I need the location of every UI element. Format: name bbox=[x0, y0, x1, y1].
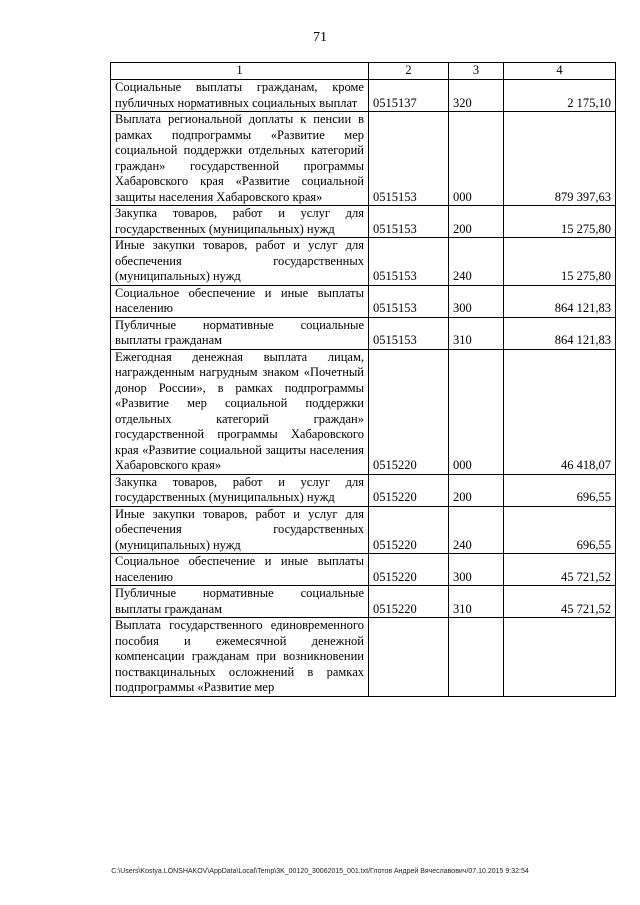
row-code: 0515220 bbox=[369, 474, 449, 506]
row-description: Социальное обеспечение и иные выплаты населению bbox=[111, 285, 369, 317]
document-footer-path: C:\Users\Kostya.LONSHAKOV\AppData\Local\Temp\3K_00120_30062015_001.txt/Глотов Андрей Вячеславович/07.10.2015 9:32:54 bbox=[111, 868, 529, 875]
table-row bbox=[111, 554, 616, 586]
row-kind: 300 bbox=[449, 554, 504, 586]
header-col-2: 2 bbox=[369, 63, 449, 80]
row-description: Иные закупки товаров, работ и услуг для обеспечения государственных (муниципальных) нужд bbox=[111, 238, 369, 286]
budget-table bbox=[110, 62, 616, 697]
row-kind: 310 bbox=[449, 317, 504, 349]
row-description: Выплата государственного единовременного пособия и ежемесячной денежной компенсации гражданам при возникновении поствакцинальных осложнений в рамках подпрограммы «Развитие мер bbox=[111, 618, 369, 697]
row-kind: 240 bbox=[449, 506, 504, 554]
table-row bbox=[111, 586, 616, 618]
row-code: 0515220 bbox=[369, 554, 449, 586]
row-kind: 200 bbox=[449, 474, 504, 506]
row-code: 0515153 bbox=[369, 112, 449, 206]
header-col-3: 3 bbox=[449, 63, 504, 80]
row-amount: 45 721,52 bbox=[504, 554, 616, 586]
row-code: 0515220 bbox=[369, 506, 449, 554]
table-row bbox=[111, 506, 616, 554]
row-description: Иные закупки товаров, работ и услуг для обеспечения государственных (муниципальных) нужд bbox=[111, 506, 369, 554]
row-kind: 310 bbox=[449, 586, 504, 618]
row-description: Публичные нормативные социальные выплаты гражданам bbox=[111, 586, 369, 618]
row-amount: 696,55 bbox=[504, 474, 616, 506]
row-amount: 46 418,07 bbox=[504, 349, 616, 474]
row-kind: 300 bbox=[449, 285, 504, 317]
table-header-row bbox=[111, 63, 616, 80]
table-row bbox=[111, 80, 616, 112]
row-kind bbox=[449, 618, 504, 697]
row-amount bbox=[504, 618, 616, 697]
row-amount: 2 175,10 bbox=[504, 80, 616, 112]
row-amount: 45 721,52 bbox=[504, 586, 616, 618]
row-amount: 879 397,63 bbox=[504, 112, 616, 206]
row-description: Публичные нормативные социальные выплаты гражданам bbox=[111, 317, 369, 349]
table-row bbox=[111, 474, 616, 506]
row-code bbox=[369, 618, 449, 697]
row-code: 0515153 bbox=[369, 285, 449, 317]
row-amount: 15 275,80 bbox=[504, 206, 616, 238]
row-kind: 240 bbox=[449, 238, 504, 286]
row-code: 0515220 bbox=[369, 349, 449, 474]
row-description: Закупка товаров, работ и услуг для государственных (муниципальных) нужд bbox=[111, 206, 369, 238]
row-amount: 864 121,83 bbox=[504, 285, 616, 317]
row-amount: 15 275,80 bbox=[504, 238, 616, 286]
header-col-1: 1 bbox=[111, 63, 369, 80]
table-row bbox=[111, 238, 616, 286]
table-row bbox=[111, 618, 616, 697]
row-kind: 000 bbox=[449, 112, 504, 206]
row-description: Ежегодная денежная выплата лицам, награжденным нагрудным знаком «Почетный донор России», в рамках подпрограммы «Развитие мер социальной поддержки отдельных категорий граждан» государственной программы Хабаровского края «Развитие социальной защиты населения Хабаровского края» bbox=[111, 349, 369, 474]
table-row bbox=[111, 112, 616, 206]
row-description: Закупка товаров, работ и услуг для государственных (муниципальных) нужд bbox=[111, 474, 369, 506]
row-code: 0515153 bbox=[369, 317, 449, 349]
row-code: 0515137 bbox=[369, 80, 449, 112]
header-col-4: 4 bbox=[504, 63, 616, 80]
row-kind: 200 bbox=[449, 206, 504, 238]
table-row bbox=[111, 349, 616, 474]
row-code: 0515153 bbox=[369, 238, 449, 286]
row-description: Социальное обеспечение и иные выплаты населению bbox=[111, 554, 369, 586]
row-code: 0515220 bbox=[369, 586, 449, 618]
row-amount: 864 121,83 bbox=[504, 317, 616, 349]
row-amount: 696,55 bbox=[504, 506, 616, 554]
row-description: Социальные выплаты гражданам, кроме публичных нормативных социальных выплат bbox=[111, 80, 369, 112]
row-kind: 000 bbox=[449, 349, 504, 474]
row-code: 0515153 bbox=[369, 206, 449, 238]
page-number: 71 bbox=[313, 30, 327, 45]
row-description: Выплата региональной доплаты к пенсии в рамках подпрограммы «Развитие мер социальной поддержки отдельных категорий граждан» государственной программы Хабаровского края «Развитие социальной защиты населения Хабаровского края» bbox=[111, 112, 369, 206]
table-row bbox=[111, 206, 616, 238]
table-row bbox=[111, 285, 616, 317]
table-row bbox=[111, 317, 616, 349]
row-kind: 320 bbox=[449, 80, 504, 112]
